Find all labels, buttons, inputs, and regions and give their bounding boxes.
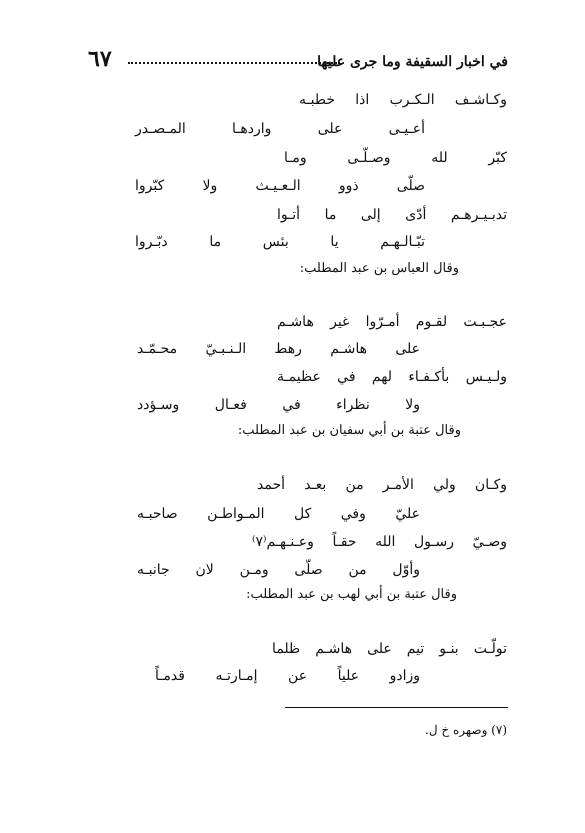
verse-word: ولـيـس bbox=[465, 369, 507, 385]
verse-word: فعـال bbox=[214, 397, 247, 413]
verse-word: عليّ bbox=[395, 506, 420, 522]
verse-word: بأكـفـاء bbox=[408, 369, 450, 385]
verse-word: أدّى bbox=[405, 207, 427, 223]
verse-word: على bbox=[395, 341, 420, 357]
verse-word: يا bbox=[330, 234, 339, 250]
verse-line bbox=[277, 205, 507, 225]
verse-line bbox=[277, 312, 507, 332]
verse-word: رهط bbox=[274, 341, 302, 357]
verse-word: ولا bbox=[405, 397, 420, 413]
verse-line bbox=[284, 148, 507, 168]
verse-word: تدبـيـرهـم bbox=[450, 207, 507, 223]
verse-word: الـكـرب bbox=[389, 92, 435, 108]
verse-word: صلّى bbox=[396, 178, 425, 194]
verse-line bbox=[137, 504, 420, 524]
verse-word: هاشـم bbox=[315, 641, 353, 657]
verse-line bbox=[135, 119, 425, 139]
verse-word: رسـول bbox=[414, 534, 454, 550]
verse-line bbox=[272, 639, 507, 659]
verse-line bbox=[155, 666, 420, 686]
verse-word: لله bbox=[431, 150, 448, 166]
verse-line bbox=[277, 367, 507, 387]
verse-word: قدمـاً bbox=[155, 668, 185, 684]
verse-word: ومـن bbox=[239, 562, 269, 578]
verse-word: ومـا bbox=[284, 150, 307, 166]
page-header bbox=[88, 46, 508, 76]
verse-word: الـنـبـيّ bbox=[205, 341, 247, 357]
page-number: ٦٧ bbox=[88, 46, 112, 72]
verse-word: دبّـروا bbox=[135, 234, 168, 250]
verse-word: هاشـم bbox=[277, 314, 314, 330]
verse-word: غير bbox=[330, 314, 350, 330]
verse-word: كبّروا bbox=[135, 178, 165, 194]
verse-word: نظراء bbox=[336, 397, 370, 413]
verse-word: لهم bbox=[371, 369, 392, 385]
verse-word: إمـارتـه bbox=[215, 668, 258, 684]
footnote: (٧) وصهره خ ل. bbox=[425, 723, 507, 737]
verse-word: ولا bbox=[202, 178, 218, 194]
header-dot-leader bbox=[128, 52, 340, 64]
verse-word: لقـوم bbox=[415, 314, 448, 330]
verse-word: وأوّل bbox=[392, 562, 420, 578]
verse-word: المـصـدر bbox=[135, 121, 186, 137]
verse-word: لان bbox=[195, 562, 214, 578]
verse-word: من bbox=[345, 477, 364, 493]
verse-word: ولي bbox=[433, 477, 456, 493]
verse-word: في bbox=[337, 369, 356, 385]
verse-line bbox=[135, 232, 425, 252]
verse-word: صاحبـه bbox=[137, 506, 178, 522]
verse-word: تبّـالـهـم bbox=[380, 234, 425, 250]
verse-word: إلى bbox=[360, 207, 381, 223]
verse-word: وصـلّـى bbox=[347, 150, 391, 166]
verse-word: حقـاً bbox=[332, 534, 357, 550]
verse-line bbox=[135, 176, 425, 196]
verse-word: وسـؤدد bbox=[137, 397, 180, 413]
verse-word: أتـوا bbox=[277, 207, 301, 223]
verse-word: أعـيـى bbox=[388, 121, 425, 137]
verse-word: الأمـر bbox=[382, 477, 414, 493]
verse-word: عن bbox=[288, 668, 308, 684]
verse-word: واردهـا bbox=[232, 121, 272, 137]
verse-word: ظلما bbox=[272, 641, 301, 657]
verse-word: علياً bbox=[337, 668, 360, 684]
verse-word: على bbox=[367, 641, 392, 657]
verse-word: ما bbox=[209, 234, 222, 250]
verse-word: أمـرّوا bbox=[365, 314, 400, 330]
verse-word: وصـيّ bbox=[472, 534, 507, 550]
verse-line bbox=[137, 395, 420, 415]
verse-word: بنـو bbox=[439, 641, 459, 657]
verse-word: تولّـت bbox=[473, 641, 507, 657]
verse-word: من bbox=[348, 562, 367, 578]
verse-word: في bbox=[282, 397, 301, 413]
verse-word: وفي bbox=[340, 506, 366, 522]
verse-line bbox=[252, 532, 507, 552]
verse-word: وكـان bbox=[474, 477, 507, 493]
verse-word: كل bbox=[293, 506, 312, 522]
verse-word: صلّى bbox=[294, 562, 323, 578]
verse-word: عجـبـت bbox=[463, 314, 507, 330]
verse-word: اذا bbox=[355, 92, 370, 108]
verse-word: أحمد bbox=[257, 477, 286, 493]
verse-word: جانبـه bbox=[137, 562, 170, 578]
verse-word: المـواطـن bbox=[207, 506, 265, 522]
verse-word: خطبـه bbox=[299, 92, 336, 108]
verse-line bbox=[137, 339, 420, 359]
verse-word: ذوو bbox=[338, 178, 359, 194]
verse-word: وزادو bbox=[389, 668, 420, 684]
verse-word: محـمّـد bbox=[137, 341, 178, 357]
verse-word: على bbox=[317, 121, 343, 137]
intro-line: وقال العباس بن عبد المطلب: bbox=[299, 261, 459, 276]
verse-word: وكـاشـف bbox=[454, 92, 507, 108]
verse-word: وعـنـهـم⁽٧⁾ bbox=[252, 534, 314, 550]
verse-word: بعـد bbox=[304, 477, 327, 493]
running-title: في اخبار السقيفة وما جرى عليها bbox=[317, 54, 508, 70]
verse-line bbox=[257, 475, 507, 495]
verse-word: هاشـم bbox=[330, 341, 367, 357]
verse-word: الله bbox=[375, 534, 396, 550]
verse-word: عظيمـة bbox=[277, 369, 321, 385]
verse-word: بئس bbox=[262, 234, 289, 250]
verse-word: تيم bbox=[406, 641, 425, 657]
verse-word: ما bbox=[324, 207, 337, 223]
intro-line: وقال عتبة بن أبي سفيان بن عبد المطلب: bbox=[237, 423, 461, 438]
verse-word: الـعـيـث bbox=[255, 178, 301, 194]
footnote-divider bbox=[285, 707, 508, 708]
verse-word: كبّر bbox=[488, 150, 507, 166]
intro-line: وقال عتبة بن أبي لهب بن عبد المطلب: bbox=[246, 587, 457, 602]
verse-line bbox=[137, 560, 420, 580]
verse-line bbox=[299, 90, 507, 110]
